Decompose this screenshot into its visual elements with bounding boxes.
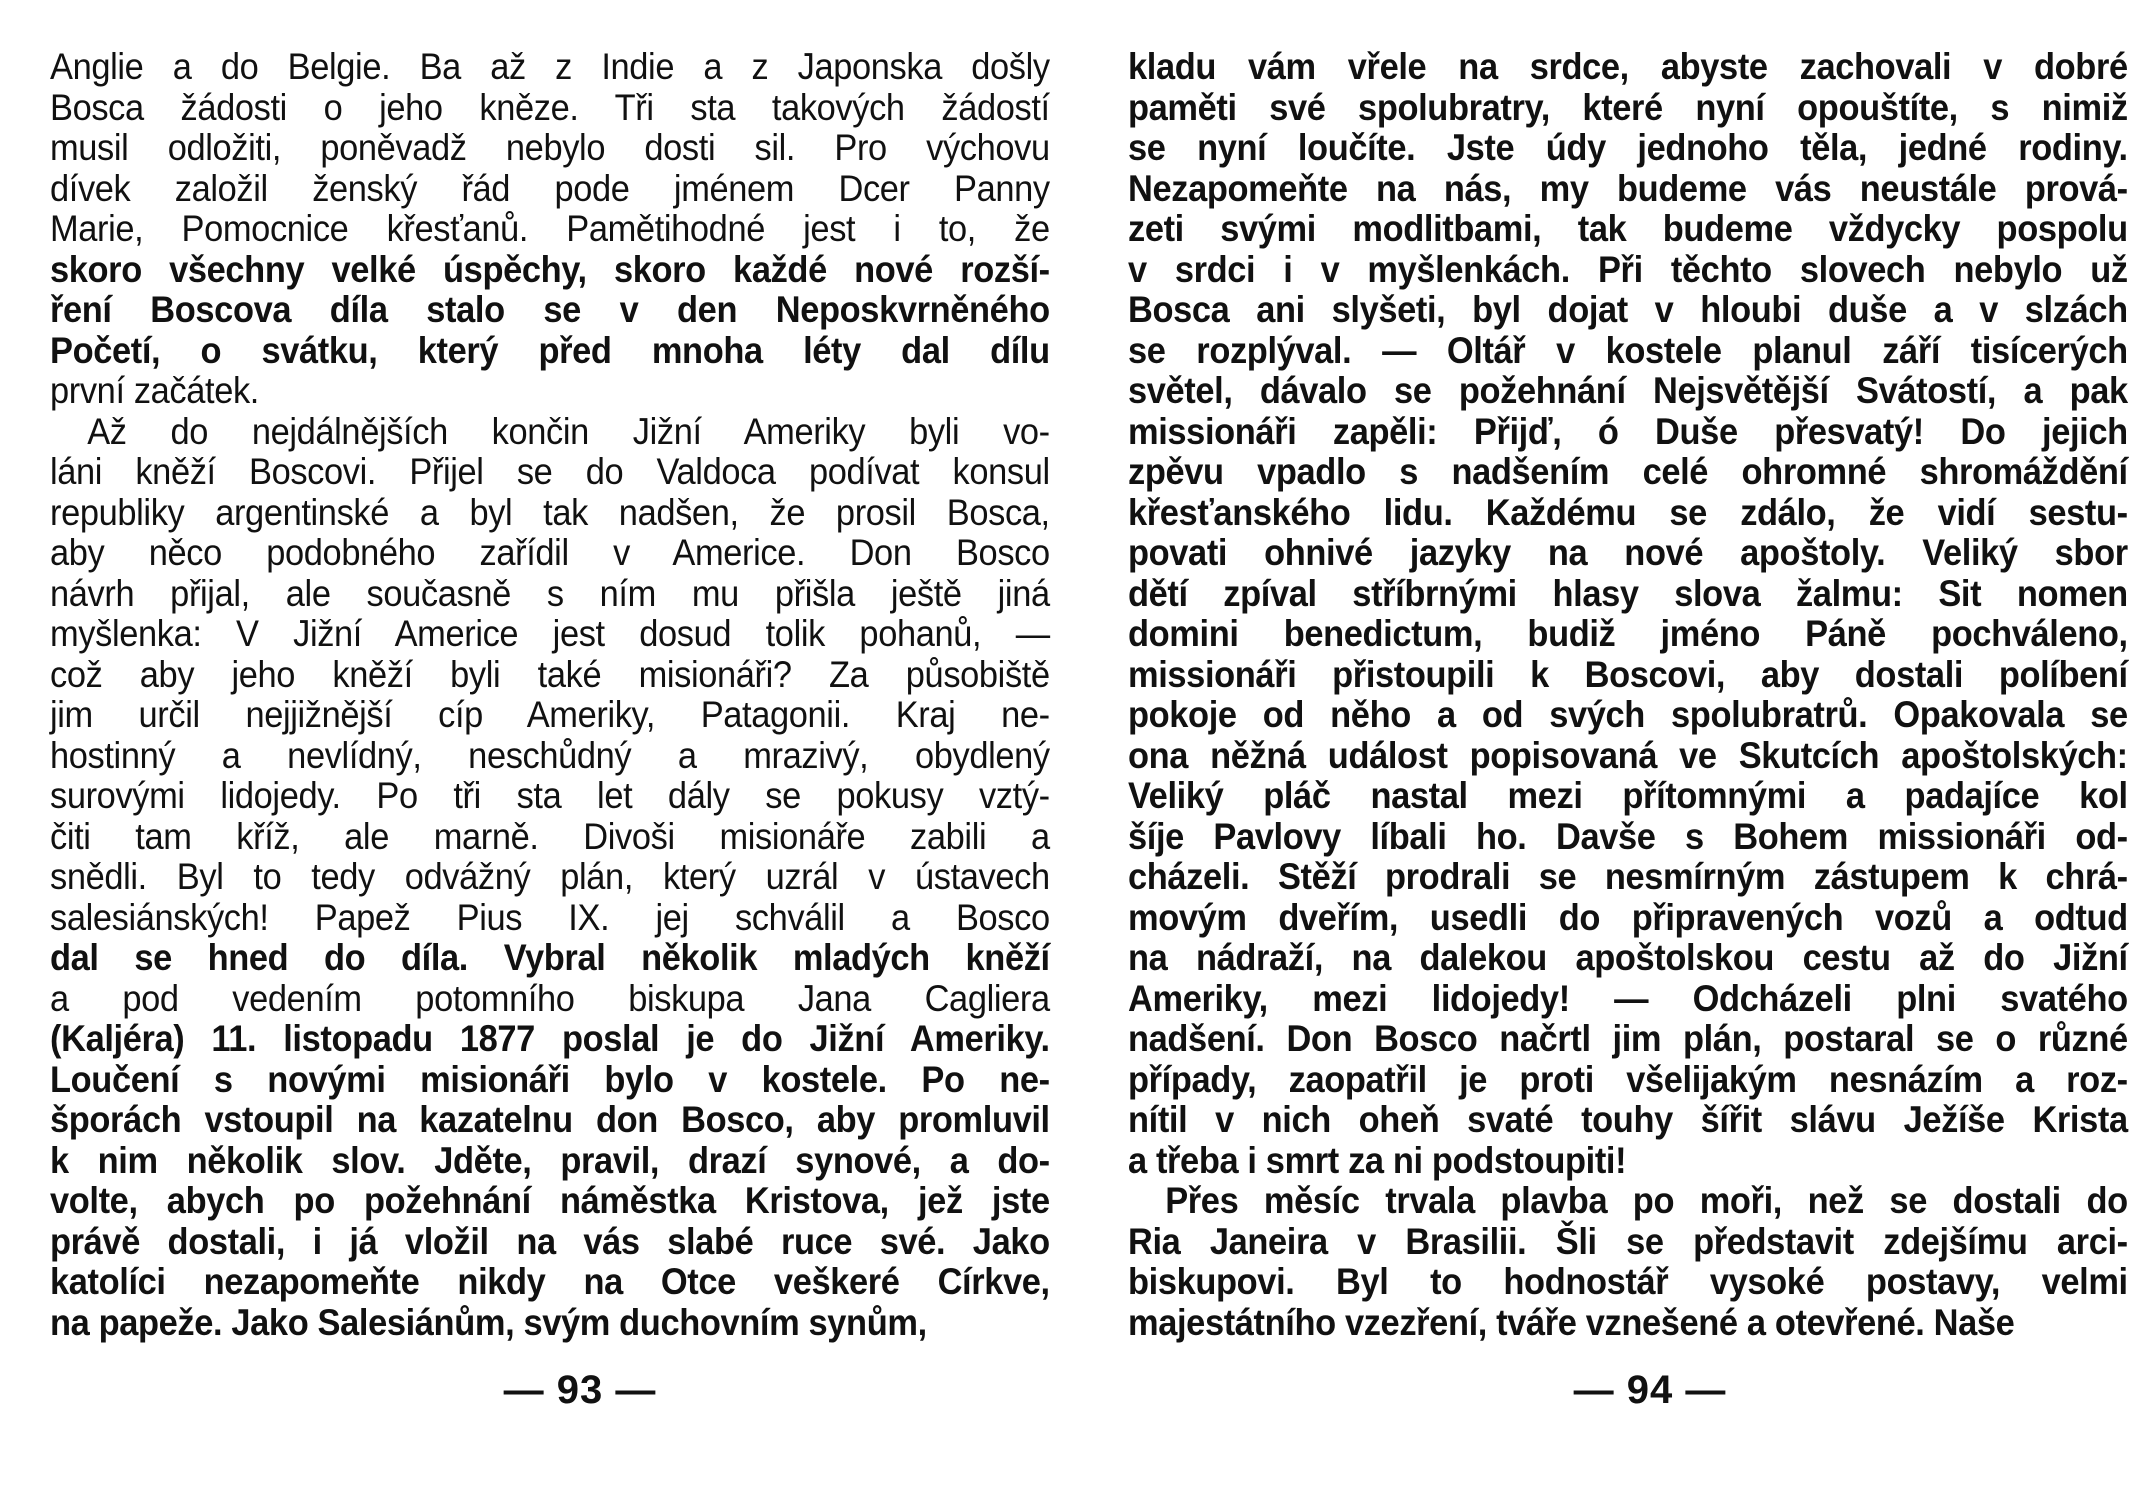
text-line: se nyní loučíte. Jste údy jednoho těla, jedné rodiny. (1128, 127, 2128, 168)
text-line: musil odložiti, poněvadž nebylo dosti sil. Pro výchovu (50, 127, 1050, 168)
text-line: na papeže. Jako Salesiánům, svým duchovním synům, (50, 1301, 927, 1343)
text-line: Nezapomeňte na nás, my budeme vás neustále prová- (1128, 167, 2128, 209)
text-line: světel, dávalo se požehnání Nejsvětější Svátostí, a pak (1128, 370, 2128, 411)
text-line: právě dostali, i já vložil na vás slabé ruce své. Jako (50, 1220, 1050, 1262)
text-line: hostinný a nevlídný, neschůdný a mrazivý, obydlený (50, 734, 1050, 776)
text-line: Až do nejdálnějších končin Jižní Ameriky byli vo- (87, 410, 1050, 452)
text-line: k nim několik slov. Jděte, pravil, drazí synové, a do- (50, 1139, 1050, 1181)
left-page-text (50, 48, 1060, 1341)
text-line: což aby jeho kněží byli také misionáři? Za působiště (50, 653, 1050, 695)
text-line: Loučení s novými misionáři bylo v kostele. Po ne- (50, 1058, 1050, 1100)
text-line: dal se hned do díla. Vybral několik mladých kněží (50, 937, 1050, 978)
page-number-right: — 94 — (1573, 1368, 1727, 1412)
text-line: na nádraží, na dalekou apoštolskou cestu až do Jižní (1128, 937, 2128, 978)
text-line: Ria Janeira v Brasilii. Šli se představit zdejšímu arci- (1128, 1220, 2128, 1262)
text-line: případy, zaopatřil je proti všelijakým nesnázím a roz- (1128, 1058, 2128, 1100)
text-line: domini benedictum, budiž jméno Páně pochváleno, (1128, 613, 2128, 654)
text-line: ření Boscova díla stalo se v den Neposkvrněného (50, 289, 1050, 330)
text-line: missionáři zapěli: Přijď, ó Duše přesvatý! Do jejich (1128, 410, 2128, 452)
text-line: katolíci nezapomeňte nikdy na Otce veškeré Církve, (50, 1261, 1050, 1302)
text-line: Bosca ani slyšeti, byl dojat v hloubi duše a v slzách (1128, 289, 2128, 330)
text-line: kladu vám vřele na srdce, abyste zachovali v dobré (1128, 46, 2128, 87)
text-line: Anglie a do Belgie. Ba až z Indie a z Japonska došly (50, 46, 1050, 87)
text-line: dětí zpíval stříbrnými hlasy slova žalmu: Sit nomen (1128, 572, 2128, 614)
text-line: paměti své spolubratry, které nyní opouštíte, s nimiž (1128, 86, 2128, 128)
text-line: a třeba i smrt za ni podstoupiti! (1128, 1139, 1627, 1181)
text-line: nítil v nich oheň svaté touhy šířit slávu Ježíše Krista (1128, 1099, 2128, 1140)
text-line: ona něžná událost popisovaná ve Skutcích apoštolských: (1128, 734, 2128, 776)
text-line: jim určil nejjižnější cíp Ameriky, Patagonii. Kraj ne- (50, 694, 1050, 735)
text-line: Ameriky, mezi lidojedy! — Odcházeli plni svatého (1128, 977, 2128, 1019)
text-line: čiti tam kříž, ale marně. Divoši misionáře zabili a (50, 815, 1050, 857)
text-line: missionáři přistoupili k Boscovi, aby dostali políbení (1128, 653, 2128, 695)
text-line: Početí, o svátku, který před mnoha léty dal dílu (50, 329, 1050, 371)
text-line: zeti svými modlitbami, tak budeme vždycky pospolu (1128, 208, 2128, 249)
text-line: láni kněží Boscovi. Přijel se do Valdoca podívat konsul (50, 451, 1050, 492)
text-line: movým dveřím, usedli do připravených vozů a odtud (1128, 896, 2128, 938)
text-line: nadšení. Don Bosco načrtl jim plán, postaral se o různé (1128, 1018, 2128, 1059)
text-line: zpěvu vpadlo s nadšením celé ohromné shromáždění (1128, 451, 2128, 492)
text-line: myšlenka: V Jižní Americe jest dosud tolik pohanů, — (50, 613, 1050, 654)
right-page-text (1128, 48, 2138, 1341)
text-line: republiky argentinské a byl tak nadšen, že prosil Bosca, (50, 491, 1050, 533)
text-line: cházeli. Stěží prodrali se nesmírným zástupem k chrá- (1128, 856, 2128, 897)
text-line: šíje Pavlovy líbali ho. Davše s Bohem missionáři od- (1128, 815, 2128, 857)
text-line: skoro všechny velké úspěchy, skoro každé nové rozší- (50, 248, 1050, 290)
text-line: (Kaljéra) 11. listopadu 1877 poslal je do Jižní Ameriky. (50, 1018, 1050, 1059)
left-page (50, 48, 1060, 1344)
text-line: salesiánských! Papež Pius IX. jej schválil a Bosco (50, 896, 1050, 938)
text-line: první začátek. (50, 370, 260, 411)
text-line: Veliký pláč nastal mezi přítomnými a padajíce kol (1128, 775, 2128, 816)
text-line: křesťanského lidu. Každému se zdálo, že vidí sestu- (1128, 491, 2128, 533)
text-line: volte, abych po požehnání náměstka Kristova, jež jste (50, 1180, 1050, 1221)
page-number-left: — 93 — (503, 1368, 657, 1412)
text-line: Marie, Pomocnice křesťanů. Pamětihodné jest i to, že (50, 208, 1050, 249)
text-line: návrh přijal, ale současně s ním mu přišla ještě jiná (50, 572, 1050, 614)
text-line: majestátního vzezření, tváře vznešené a otevřené. Naše (1128, 1301, 2015, 1343)
text-line: dívek založil ženský řád pode jménem Dcer Panny (50, 167, 1050, 209)
text-line: šporách vstoupil na kazatelnu don Bosco, aby promluvil (50, 1099, 1050, 1140)
text-line: Bosca žádosti o jeho kněze. Tři sta takových žádostí (50, 86, 1050, 128)
text-line: biskupovi. Byl to hodnostář vysoké postavy, velmi (1128, 1261, 2128, 1302)
text-line: pokoje od něho a od svých spolubratrů. Opakovala se (1128, 694, 2128, 735)
text-line: snědli. Byl to tedy odvážný plán, který uzrál v ústavech (50, 856, 1050, 897)
right-page (1128, 48, 2138, 1344)
text-line: se rozplýval. — Oltář v kostele planul září tisícerých (1128, 329, 2128, 371)
text-line: povati ohnivé jazyky na nové apoštoly. Veliký sbor (1128, 532, 2128, 573)
text-line: aby něco podobného zařídil v Americe. Don Bosco (50, 532, 1050, 573)
text-line: surovými lidojedy. Po tři sta let dály se pokusy vztý- (50, 775, 1050, 816)
text-line: a pod vedením potomního biskupa Jana Cagliera (50, 977, 1050, 1019)
text-line: v srdci i v myšlenkách. Při těchto slovech nebylo už (1128, 248, 2128, 290)
text-line: Přes měsíc trvala plavba po moři, než se dostali do (1165, 1180, 2128, 1221)
